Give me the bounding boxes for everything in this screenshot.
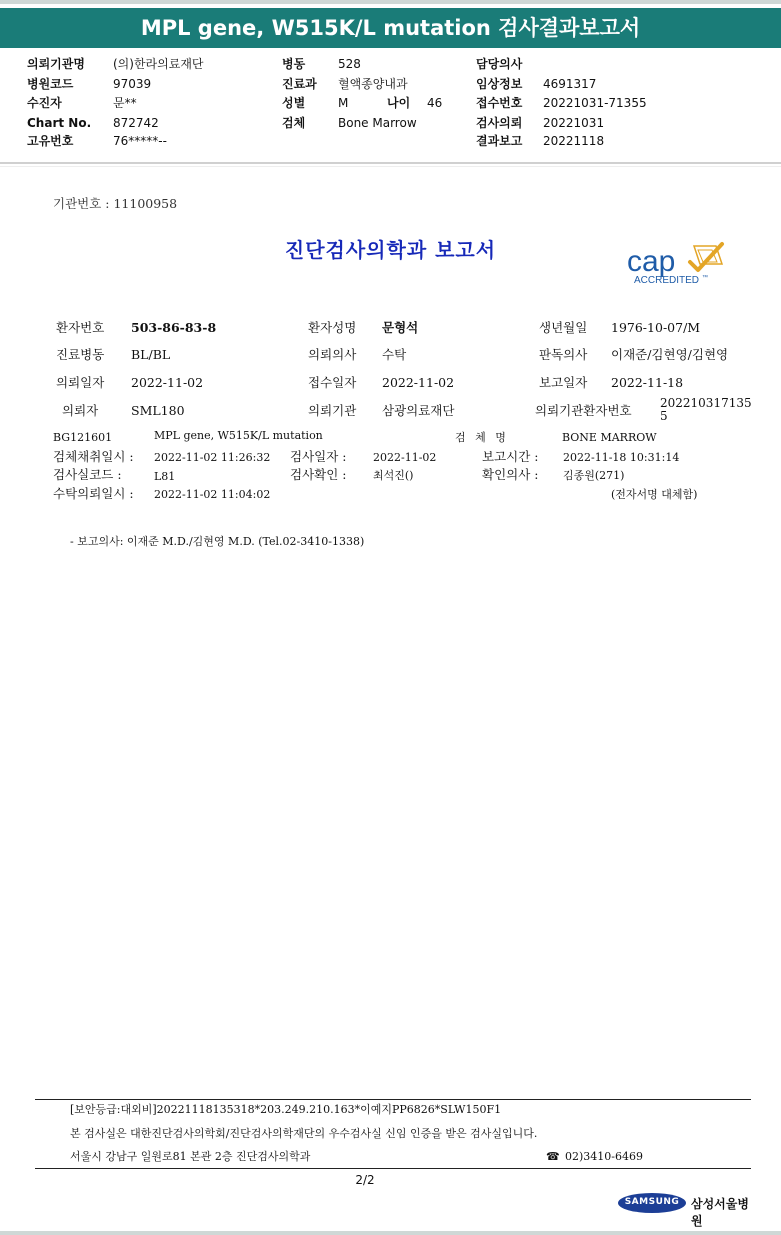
patient-value: 2022-11-18: [611, 375, 684, 390]
patient-value: BL/BL: [131, 347, 171, 362]
patient-value: 2022-11-02: [131, 375, 204, 390]
hospital-name: 삼성서울병원: [691, 1197, 749, 1228]
specimen-value: BONE MARROW: [562, 431, 657, 444]
header-value: M: [338, 96, 349, 110]
patient-label: 환자성명: [308, 320, 357, 335]
patient-label: 진료병동: [56, 347, 105, 362]
patient-label: 생년월일: [539, 320, 588, 335]
header-value: (의)한라의료재단: [113, 57, 204, 71]
bottom-border: [0, 1231, 781, 1235]
patient-value: 503-86-83-8: [131, 320, 217, 335]
patient-label: 의뢰기관환자번호: [535, 403, 632, 418]
patient-value: 202210317135: [660, 396, 752, 410]
confirm-doctor-value: 김종원(271): [563, 469, 625, 482]
header-divider: [0, 162, 781, 164]
test-name: MPL gene, W515K/L mutation: [154, 429, 323, 442]
header-value: Bone Marrow: [338, 116, 417, 130]
confirm-doctor-label: 확인의사 :: [482, 467, 539, 482]
security-line: [보안등급:대외비]20221118135318*203.249.210.163*이예지PP6826*SLW150F1: [70, 1103, 502, 1116]
lab-address: 서울시 강남구 일원로81 본관 2층 진단검사의학과: [70, 1150, 311, 1163]
header-value: 97039: [113, 77, 152, 91]
header-label: 나이: [387, 96, 411, 110]
header-label: 결과보고: [476, 134, 523, 148]
header-value: 872742: [113, 116, 159, 130]
page-number: 2/2: [355, 1173, 375, 1187]
footer-divider: [35, 1099, 751, 1100]
header-label: 병동: [282, 57, 306, 71]
patient-label: 접수일자: [308, 375, 357, 390]
patient-value: SML180: [131, 403, 185, 418]
top-border: [0, 0, 781, 4]
header-value: 20221031: [543, 116, 605, 130]
header-label: 검사의뢰: [476, 116, 523, 130]
header-value: 문**: [113, 96, 137, 110]
cap-logo-subtext: ACCREDITED: [634, 275, 700, 286]
header-value: 혈액종양내과: [338, 77, 408, 91]
patient-label: 의뢰기관: [308, 403, 357, 418]
reporting-doctor: - 보고의사: 이재준 M.D./김현영 M.D. (Tel.02-3410-1338): [70, 535, 365, 548]
consign-value: 2022-11-02 11:04:02: [154, 488, 271, 501]
patient-label: 보고일자: [539, 375, 588, 390]
samsung-wordmark: SAMSUNG: [624, 1197, 680, 1207]
footer-divider: [35, 1168, 751, 1169]
test-date-value: 2022-11-02: [373, 451, 437, 464]
patient-label: 의뢰일자: [56, 375, 105, 390]
header-label: 의뢰기관명: [27, 57, 85, 71]
patient-label: 환자번호: [56, 320, 105, 335]
patient-value: 2022-11-02: [382, 375, 455, 390]
test-date-label: 검사일자 :: [290, 449, 347, 464]
consign-label: 수탁의뢰일시 :: [53, 486, 134, 501]
header-value: 4691317: [543, 77, 597, 91]
header-label: 수진자: [27, 96, 62, 110]
patient-label: 의뢰자: [62, 403, 99, 418]
cap-logo-icon: [626, 240, 726, 288]
header-label: 성별: [282, 96, 306, 110]
accreditation-notice: 본 검사실은 대한진단검사의학회/진단검사의학재단의 우수검사실 신임 인증을 받은 검사실입니다.: [70, 1127, 538, 1140]
header-label: 진료과: [282, 77, 317, 91]
patient-value: 1976-10-07/M: [611, 320, 701, 335]
header-label: 병원코드: [27, 77, 74, 91]
specimen-label: 검 체 명: [455, 431, 509, 444]
confirm-label: 검사확인 :: [290, 467, 347, 482]
cap-logo-text: cap: [627, 245, 676, 278]
esign-note: (전자서명 대체함): [611, 488, 698, 501]
patient-value: 삼광의료재단: [382, 403, 455, 418]
cap-accredited-logo: [626, 240, 726, 288]
confirm-value: 최석진(): [373, 469, 414, 482]
report-header-title: MPL gene, W515K/L mutation 검사결과보고서: [0, 8, 781, 48]
header-label: 담당의사: [476, 57, 523, 71]
room-value: L81: [154, 470, 176, 483]
patient-value: 문형석: [382, 320, 419, 335]
report-time-value: 2022-11-18 10:31:14: [563, 451, 680, 464]
header-label: 검체: [282, 116, 306, 130]
patient-value-cont: 5: [660, 409, 668, 423]
patient-value: 수탁: [382, 347, 407, 362]
phone-icon: ☎: [546, 1150, 560, 1163]
collect-label: 검체채취일시 :: [53, 449, 134, 464]
cap-logo-tm: ™: [702, 275, 708, 281]
report-time-label: 보고시간 :: [482, 449, 539, 464]
header-label: 접수번호: [476, 96, 523, 110]
patient-label: 의뢰의사: [308, 347, 357, 362]
test-code: BG121601: [53, 431, 113, 444]
collect-value: 2022-11-02 11:26:32: [154, 451, 271, 464]
header-value: 76*****--: [113, 134, 167, 148]
header-label: 임상정보: [476, 77, 523, 91]
lab-phone: 02)3410-6469: [565, 1150, 643, 1163]
patient-value: 이재준/김현영/김현영: [611, 347, 729, 362]
header-value: 528: [338, 57, 361, 71]
report-title: 진단검사의학과 보고서: [284, 238, 497, 262]
samsung-hospital-logo: [618, 1192, 758, 1228]
room-label: 검사실코드 :: [53, 467, 122, 482]
header-label: Chart No.: [27, 116, 92, 130]
header-label: 고유번호: [27, 134, 74, 148]
header-divider: [0, 166, 781, 167]
header-value: 46: [427, 96, 443, 110]
header-value: 20221118: [543, 134, 605, 148]
institution-number: 기관번호 : 11100958: [53, 196, 178, 211]
patient-label: 판독의사: [539, 347, 588, 362]
header-value: 20221031-71355: [543, 96, 647, 110]
